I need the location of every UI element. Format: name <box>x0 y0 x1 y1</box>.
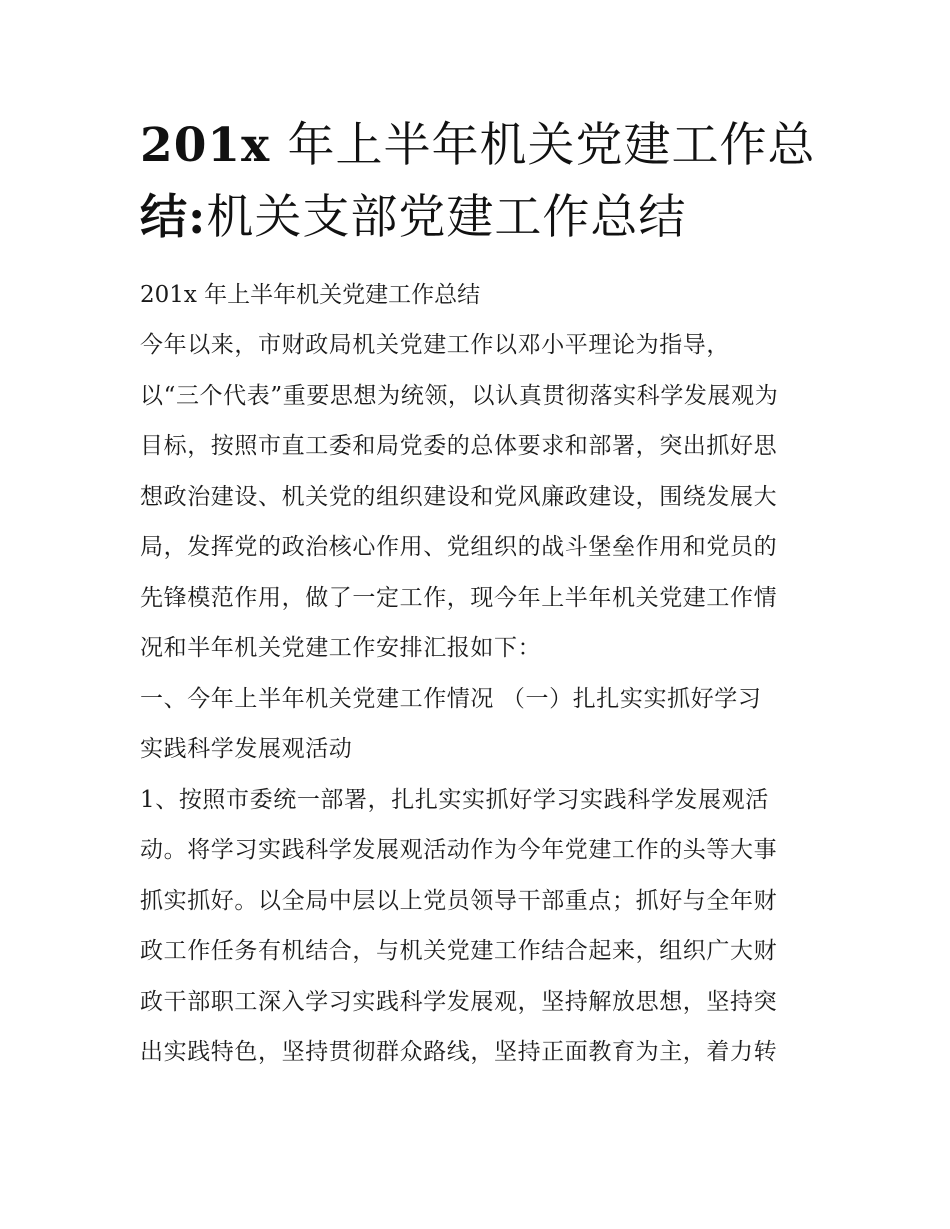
paragraph-line: 政工作任务有机结合，与机关党建工作结合起来，组织广大财 <box>140 938 778 964</box>
document-title <box>140 110 820 254</box>
paragraph-line: 出实践特色，坚持贯彻群众路线，坚持正面教育为主，着力转 <box>140 1039 778 1065</box>
paragraph-line: 以“三个代表”重要思想为统领，以认真贯彻落实科学发展观为 <box>140 382 779 409</box>
paragraph-line: 想政治建设、机关党的组织建设和党风廉政建设，围绕发展大 <box>140 483 778 510</box>
title-line-1-text: 年上半年机关党建工作总 <box>287 118 816 173</box>
paragraph-line: 1、按照市委统一部署，扎扎实实抓好学习实践科学发展观活 <box>140 786 769 813</box>
title-line-2 <box>140 182 820 254</box>
section-heading-1 <box>140 674 820 775</box>
paragraph-line: 局，发挥党的政治核心作用、党组织的战斗堡垒作用和党员的 <box>140 534 778 560</box>
paragraph-line: 先锋模范作用，做了一定工作，现今年上半年机关党建工作情 <box>140 584 778 611</box>
paragraph-intro <box>140 320 820 674</box>
title-line-1 <box>140 110 820 182</box>
section-heading-line: 一、今年上半年机关党建工作情况 （一）扎扎实实抓好学习 <box>140 685 762 712</box>
paragraph-line: 抓实抓好。以全局中层以上党员领导干部重点；抓好与全年财 <box>140 887 778 914</box>
paragraph-line: 政干部职工深入学习实践科学发展观，坚持解放思想，坚持突 <box>140 988 778 1015</box>
document-subtitle: 201x 年上半年机关党建工作总结 <box>140 282 481 308</box>
title-line-2-bold: 结: <box>140 190 207 245</box>
title-line-1-bold: 201x <box>140 118 271 173</box>
title-line-2-text: 机关支部党建工作总结 <box>206 190 687 245</box>
paragraph-line: 况和半年机关党建工作安排汇报如下： <box>140 635 542 661</box>
paragraph-line: 今年以来，市财政局机关党建工作以邓小平理论为指导， <box>140 332 730 358</box>
paragraph-item-1 <box>140 775 820 1078</box>
paragraph-line: 目标，按照市直工委和局党委的总体要求和部署，突出抓好思 <box>140 433 778 459</box>
paragraph-line: 动。将学习实践科学发展观活动作为今年党建工作的头等大事 <box>140 837 778 863</box>
document-content <box>140 110 820 1078</box>
section-heading-line: 实践科学发展观活动 <box>140 736 353 762</box>
